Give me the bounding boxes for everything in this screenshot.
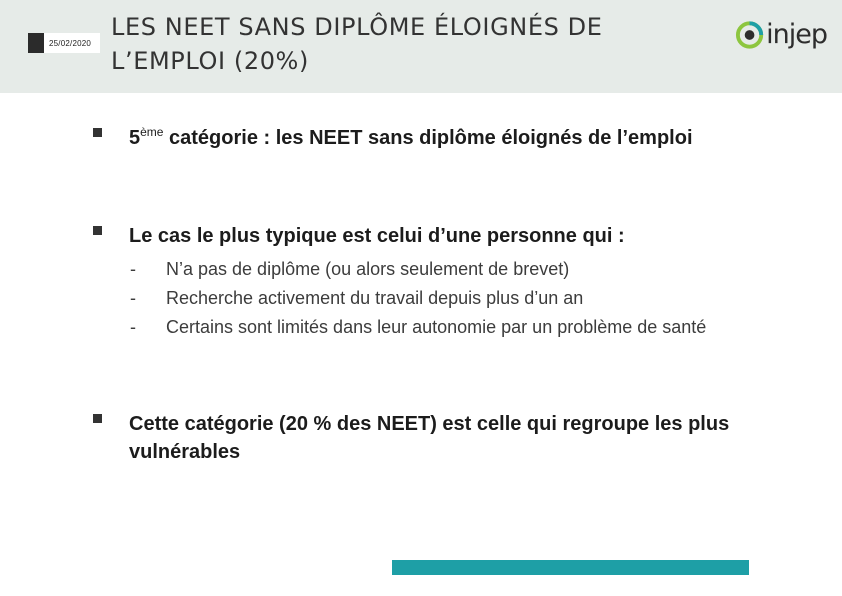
dash-marker: - (130, 288, 136, 308)
date-box (28, 33, 100, 53)
list-item (130, 284, 770, 313)
bullet-typical-case-text: Le cas le plus typique est celui d’une personne qui : (129, 225, 625, 247)
injep-logo (735, 18, 827, 52)
list-item-text: N’a pas de diplôme (ou alors seulement de brevet) (166, 259, 570, 279)
bullet-square-icon (93, 226, 102, 235)
bullet-square-icon (93, 128, 102, 137)
bullet-category-label: catégorie : les NEET sans diplôme éloignés de l’emploi (163, 127, 693, 149)
footer-accent-bar (392, 560, 749, 575)
bullet-vulnerable-text: Cette catégorie (20 % des NEET) est celle qui regroupe les plus vulnérables (129, 413, 730, 463)
list-item (130, 255, 770, 284)
slide-date: 25/02/2020 (49, 38, 92, 48)
bullet-vulnerable (93, 410, 739, 466)
bullet-category-text (129, 124, 739, 152)
dash-marker: - (130, 259, 136, 279)
injep-logo-icon (735, 20, 764, 50)
date-marker (28, 33, 44, 53)
list-item (130, 313, 770, 342)
dash-marker: - (130, 317, 136, 337)
bullet-category-superscript: ème (140, 125, 164, 139)
bullet-square-icon (93, 414, 102, 423)
slide-title: LES NEET SANS DIPLÔME ÉLOIGNÉS DE L’EMPLOI (20%) (111, 13, 603, 75)
list-item-text: Certains sont limités dans leur autonomie par un problème de santé (166, 317, 707, 337)
list-item-text: Recherche activement du travail depuis plus d’un an (166, 288, 584, 308)
bullet-typical-case (93, 222, 739, 250)
injep-logo-text: injep (766, 19, 827, 50)
bullet-category (93, 124, 739, 152)
typical-case-list (130, 255, 770, 342)
bullet-category-number: 5 (129, 127, 141, 149)
